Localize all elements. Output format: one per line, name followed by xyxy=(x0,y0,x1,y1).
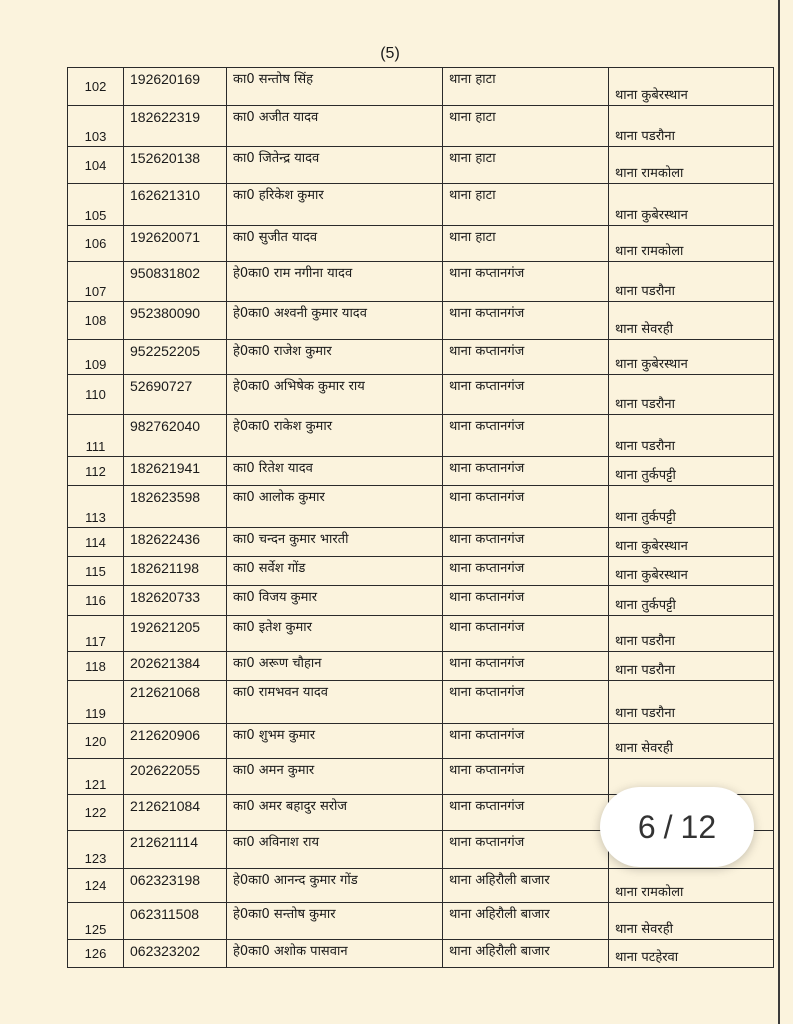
name-cell: का0 अविनाश राय xyxy=(227,831,443,869)
from-station-cell: थाना कप्तानगंज xyxy=(443,528,609,557)
to-station-cell: थाना तुर्कपट्टी xyxy=(609,586,774,616)
table-row xyxy=(68,586,774,616)
from-station-cell: थाना अहिरौली बाजार xyxy=(443,869,609,903)
from-station-cell: थाना कप्तानगंज xyxy=(443,262,609,302)
from-station-cell: थाना कप्तानगंज xyxy=(443,486,609,528)
page-number: (5) xyxy=(380,45,400,62)
from-station-cell: थाना कप्तानगंज xyxy=(443,724,609,759)
name-cell: का0 सर्वेश गोंड xyxy=(227,557,443,586)
to-station-cell: थाना सेवरही xyxy=(609,903,774,940)
from-station-cell: थाना कप्तानगंज xyxy=(443,681,609,724)
serial-number-cell: 102 xyxy=(68,68,124,106)
from-station-cell: थाना कप्तानगंज xyxy=(443,586,609,616)
name-cell: का0 रामभवन यादव xyxy=(227,681,443,724)
from-station-cell: थाना कप्तानगंज xyxy=(443,415,609,457)
serial-number-cell: 105 xyxy=(68,184,124,226)
pno-cell: 162621310 xyxy=(124,184,227,226)
serial-number-cell: 108 xyxy=(68,302,124,340)
to-station-cell: थाना तुर्कपट्टी xyxy=(609,457,774,486)
pno-cell: 212621114 xyxy=(124,831,227,869)
name-cell: हे0का0 राकेश कुमार xyxy=(227,415,443,457)
serial-number-cell: 107 xyxy=(68,262,124,302)
name-cell: का0 अरूण चौहान xyxy=(227,652,443,681)
name-cell: का0 सुजीत यादव xyxy=(227,226,443,262)
pager-total: 12 xyxy=(680,808,717,845)
serial-number-cell: 112 xyxy=(68,457,124,486)
pno-cell: 182621941 xyxy=(124,457,227,486)
name-cell: हे0का0 राम नगीना यादव xyxy=(227,262,443,302)
table-row xyxy=(68,486,774,528)
table-row xyxy=(68,616,774,652)
serial-number-cell: 113 xyxy=(68,486,124,528)
serial-number-cell: 110 xyxy=(68,375,124,415)
page-indicator xyxy=(600,787,754,867)
table-row xyxy=(68,375,774,415)
serial-number-cell: 118 xyxy=(68,652,124,681)
name-cell: का0 सन्तोष सिंह xyxy=(227,68,443,106)
name-cell: हे0का0 आनन्द कुमार गोंड xyxy=(227,869,443,903)
pno-cell: 950831802 xyxy=(124,262,227,302)
pno-cell: 202621384 xyxy=(124,652,227,681)
serial-number-cell: 117 xyxy=(68,616,124,652)
name-cell: हे0का0 अभिषेक कुमार राय xyxy=(227,375,443,415)
to-station-cell: थाना सेवरही xyxy=(609,302,774,340)
from-station-cell: थाना कप्तानगंज xyxy=(443,616,609,652)
serial-number-cell: 103 xyxy=(68,106,124,147)
name-cell: का0 इतेश कुमार xyxy=(227,616,443,652)
serial-number-cell: 114 xyxy=(68,528,124,557)
name-cell: का0 अमर बहादुर सरोज xyxy=(227,795,443,831)
name-cell: हे0का0 अश्वनी कुमार यादव xyxy=(227,302,443,340)
name-cell: का0 चन्दन कुमार भारती xyxy=(227,528,443,557)
to-station-cell: थाना पडरौना xyxy=(609,415,774,457)
name-cell: हे0का0 राजेश कुमार xyxy=(227,340,443,375)
serial-number-cell: 120 xyxy=(68,724,124,759)
pno-cell: 152620138 xyxy=(124,147,227,184)
serial-number-cell: 123 xyxy=(68,831,124,869)
table-row xyxy=(68,226,774,262)
name-cell: हे0का0 अशोक पासवान xyxy=(227,940,443,968)
name-cell: का0 हरिकेश कुमार xyxy=(227,184,443,226)
from-station-cell: थाना हाटा xyxy=(443,184,609,226)
from-station-cell: थाना कप्तानगंज xyxy=(443,831,609,869)
from-station-cell: थाना कप्तानगंज xyxy=(443,457,609,486)
from-station-cell: थाना हाटा xyxy=(443,226,609,262)
pno-cell: 062323198 xyxy=(124,869,227,903)
table-row xyxy=(68,681,774,724)
name-cell: का0 विजय कुमार xyxy=(227,586,443,616)
pno-cell: 182623598 xyxy=(124,486,227,528)
table-row xyxy=(68,903,774,940)
pno-cell: 182620733 xyxy=(124,586,227,616)
table-row xyxy=(68,528,774,557)
pno-cell: 062323202 xyxy=(124,940,227,968)
from-station-cell: थाना कप्तानगंज xyxy=(443,652,609,681)
table-row xyxy=(68,68,774,106)
serial-number-cell: 104 xyxy=(68,147,124,184)
to-station-cell: थाना कुबेरस्थान xyxy=(609,184,774,226)
table-row xyxy=(68,940,774,968)
name-cell: का0 अमन कुमार xyxy=(227,759,443,795)
pno-cell: 192621205 xyxy=(124,616,227,652)
table-row xyxy=(68,262,774,302)
table-row xyxy=(68,415,774,457)
from-station-cell: थाना कप्तानगंज xyxy=(443,795,609,831)
table-row xyxy=(68,724,774,759)
table-row xyxy=(68,106,774,147)
name-cell: हे0का0 सन्तोष कुमार xyxy=(227,903,443,940)
from-station-cell: थाना कप्तानगंज xyxy=(443,375,609,415)
name-cell: का0 शुभम कुमार xyxy=(227,724,443,759)
serial-number-cell: 106 xyxy=(68,226,124,262)
to-station-cell: थाना पडरौना xyxy=(609,106,774,147)
to-station-cell: थाना रामकोला xyxy=(609,869,774,903)
table-row xyxy=(68,557,774,586)
serial-number-cell: 126 xyxy=(68,940,124,968)
serial-number-cell: 122 xyxy=(68,795,124,831)
from-station-cell: थाना अहिरौली बाजार xyxy=(443,903,609,940)
to-station-cell: थाना रामकोला xyxy=(609,226,774,262)
from-station-cell: थाना कप्तानगंज xyxy=(443,759,609,795)
pno-cell: 062311508 xyxy=(124,903,227,940)
page-edge-line xyxy=(778,0,780,1024)
from-station-cell: थाना अहिरौली बाजार xyxy=(443,940,609,968)
pager-current: 6 xyxy=(637,808,656,845)
pno-cell: 182622436 xyxy=(124,528,227,557)
table-row xyxy=(68,302,774,340)
from-station-cell: थाना कप्तानगंज xyxy=(443,302,609,340)
from-station-cell: थाना कप्तानगंज xyxy=(443,340,609,375)
serial-number-cell: 116 xyxy=(68,586,124,616)
from-station-cell: थाना हाटा xyxy=(443,106,609,147)
name-cell: का0 रितेश यादव xyxy=(227,457,443,486)
pno-cell: 182622319 xyxy=(124,106,227,147)
to-station-cell: थाना पडरौना xyxy=(609,262,774,302)
pno-cell: 192620169 xyxy=(124,68,227,106)
from-station-cell: थाना हाटा xyxy=(443,147,609,184)
serial-number-cell: 115 xyxy=(68,557,124,586)
to-station-cell: थाना सेवरही xyxy=(609,724,774,759)
serial-number-cell: 111 xyxy=(68,415,124,457)
name-cell: का0 जितेन्द्र यादव xyxy=(227,147,443,184)
from-station-cell: थाना हाटा xyxy=(443,68,609,106)
to-station-cell: थाना कुबेरस्थान xyxy=(609,528,774,557)
table-row xyxy=(68,652,774,681)
table-row xyxy=(68,184,774,226)
table-row xyxy=(68,869,774,903)
serial-number-cell: 109 xyxy=(68,340,124,375)
table-row xyxy=(68,457,774,486)
to-station-cell: थाना पडरौना xyxy=(609,616,774,652)
to-station-cell: थाना रामकोला xyxy=(609,147,774,184)
serial-number-cell: 119 xyxy=(68,681,124,724)
to-station-cell: थाना पटहेरवा xyxy=(609,940,774,968)
pno-cell: 182621198 xyxy=(124,557,227,586)
name-cell: का0 आलोक कुमार xyxy=(227,486,443,528)
to-station-cell: थाना तुर्कपट्टी xyxy=(609,486,774,528)
serial-number-cell: 124 xyxy=(68,869,124,903)
to-station-cell: थाना कुबेरस्थान xyxy=(609,68,774,106)
to-station-cell: थाना कुबेरस्थान xyxy=(609,340,774,375)
pno-cell: 202622055 xyxy=(124,759,227,795)
pno-cell: 212621068 xyxy=(124,681,227,724)
pno-cell: 212621084 xyxy=(124,795,227,831)
serial-number-cell: 121 xyxy=(68,759,124,795)
table-row xyxy=(68,147,774,184)
pno-cell: 52690727 xyxy=(124,375,227,415)
table-row xyxy=(68,340,774,375)
pno-cell: 982762040 xyxy=(124,415,227,457)
to-station-cell: थाना कुबेरस्थान xyxy=(609,557,774,586)
to-station-cell: थाना पडरौना xyxy=(609,652,774,681)
pno-cell: 952252205 xyxy=(124,340,227,375)
name-cell: का0 अजीत यादव xyxy=(227,106,443,147)
pno-cell: 192620071 xyxy=(124,226,227,262)
pno-cell: 952380090 xyxy=(124,302,227,340)
to-station-cell: थाना पडरौना xyxy=(609,375,774,415)
pno-cell: 212620906 xyxy=(124,724,227,759)
serial-number-cell: 125 xyxy=(68,903,124,940)
to-station-cell: थाना पडरौना xyxy=(609,681,774,724)
from-station-cell: थाना कप्तानगंज xyxy=(443,557,609,586)
pager-separator: / xyxy=(663,808,673,845)
